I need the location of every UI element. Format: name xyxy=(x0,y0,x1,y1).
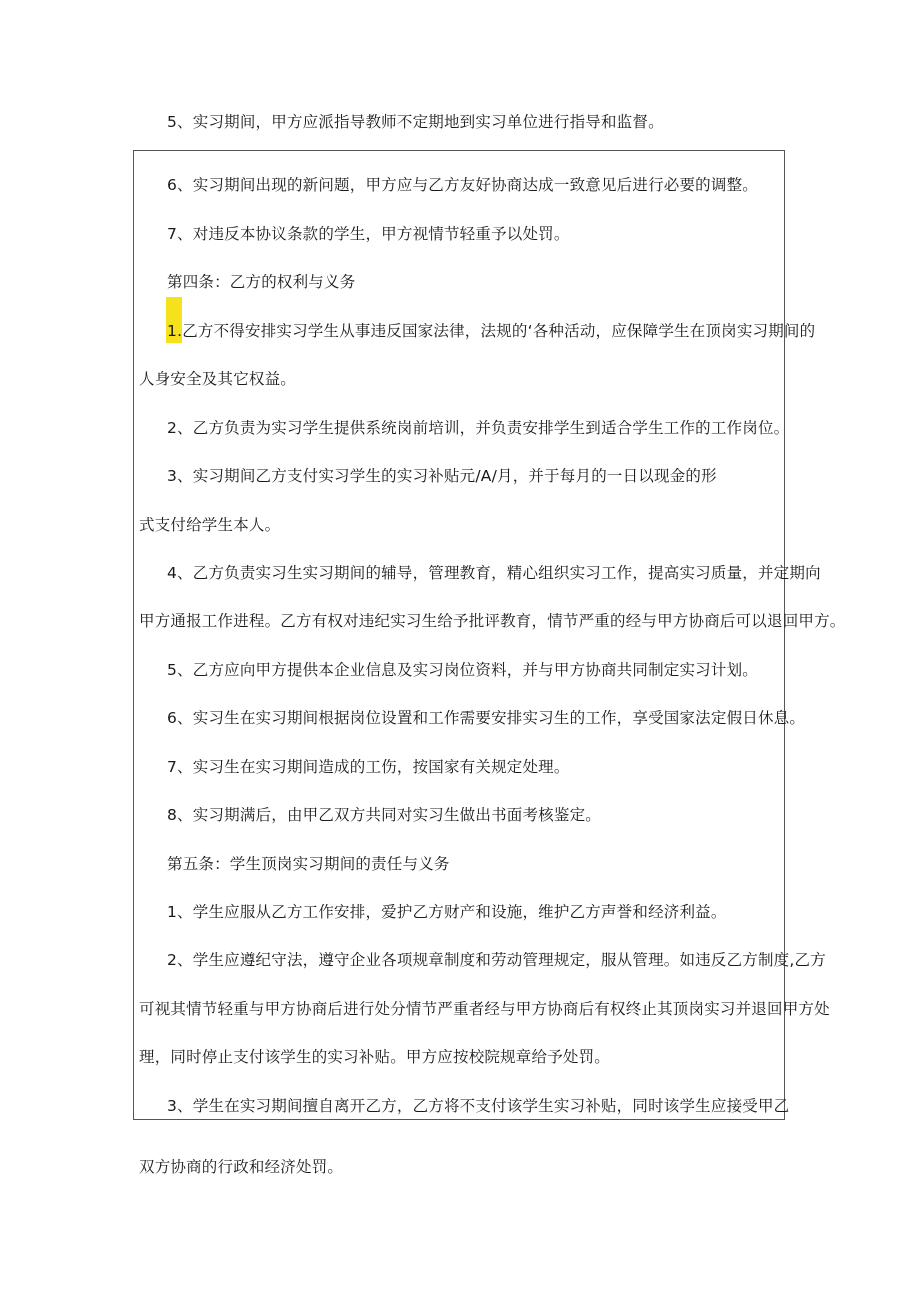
clause-5-item-3-continued: 双方协商的行政和经济处罚。 xyxy=(139,1158,344,1176)
clause-5-item-2-continued-b: 理，同时停止支付该学生的实习补贴。甲方应按校院规章给予处罚。 xyxy=(139,1048,611,1066)
clause-3-item-5: 5、实习期间，甲方应派指导教师不定期地到实习单位进行指导和监督。 xyxy=(167,113,664,131)
clause-5-item-3: 3、学生在实习期间擅自离开乙方，乙方将不支付该学生实习补贴，同时该学生应接受甲乙 xyxy=(167,1097,790,1115)
clause-3-item-6: 6、实习期间出现的新问题，甲方应与乙方友好协商达成一致意见后进行必要的调整。 xyxy=(167,176,758,194)
clause-4-item-5: 5、乙方应向甲方提供本企业信息及实习岗位资料，并与甲方协商共同制定实习计划。 xyxy=(167,661,758,679)
clause-4-item-3: 3、实习期间乙方支付实习学生的实习补贴元/A/月，并于每月的一日以现金的形 xyxy=(167,467,717,485)
item-number: 1 xyxy=(167,322,178,340)
clause-4-item-6: 6、实习生在实习期间根据岗位设置和工作需要安排实习生的工作，享受国家法定假日休息。 xyxy=(167,709,806,727)
clause-3-item-7: 7、对违反本协议条款的学生，甲方视情节轻重予以处罚。 xyxy=(167,225,570,243)
clause-4-item-7: 7、实习生在实习期间造成的工伤，按国家有关规定处理。 xyxy=(167,758,570,776)
clause-4-item-1 xyxy=(167,321,815,341)
clause-4-item-3-continued: 式支付给学生本人。 xyxy=(139,516,281,534)
clause-4-item-1-continued: 人身安全及其它权益。 xyxy=(139,370,297,388)
clause-4-item-2: 2、乙方负责为实习学生提供系统岗前培训，并负责安排学生到适合学生工作的工作岗位。 xyxy=(167,419,790,437)
clause-4-item-8: 8、实习期满后，由甲乙双方共同对实习生做出书面考核鉴定。 xyxy=(167,806,601,824)
clause-5-item-1: 1、学生应服从乙方工作安排，爱护乙方财产和设施，维护乙方声誉和经济利益。 xyxy=(167,903,727,921)
clause-5-item-2: 2、学生应遵纪守法，遵守企业各项规章制度和劳动管理规定，服从管理。如违反乙方制度,乙方 xyxy=(167,951,826,969)
item-text: .乙方不得安排实习学生从事违反国家法律，法规的‘各种活动，应保障学生在顶岗实习期间的 xyxy=(177,322,816,340)
clause-5-item-2-continued-a: 可视其情节轻重与甲方协商后进行处分情节严重者经与甲方协商后有权终止其顶岗实习并退回甲方处 xyxy=(139,1000,830,1018)
clause-4-item-4: 4、乙方负责实习生实习期间的辅导，管理教育，精心组织实习工作，提高实习质量，并定期向 xyxy=(167,564,821,582)
section-5-heading: 第五条：学生顶岗实习期间的责任与义务 xyxy=(167,855,450,873)
section-4-heading: 第四条：乙方的权利与义务 xyxy=(167,273,356,291)
document-frame xyxy=(133,150,785,1120)
clause-4-item-4-continued: 甲方通报工作进程。乙方有权对违纪实习生给予批评教育，情节严重的经与甲方协商后可以退回甲方。 xyxy=(139,612,846,630)
